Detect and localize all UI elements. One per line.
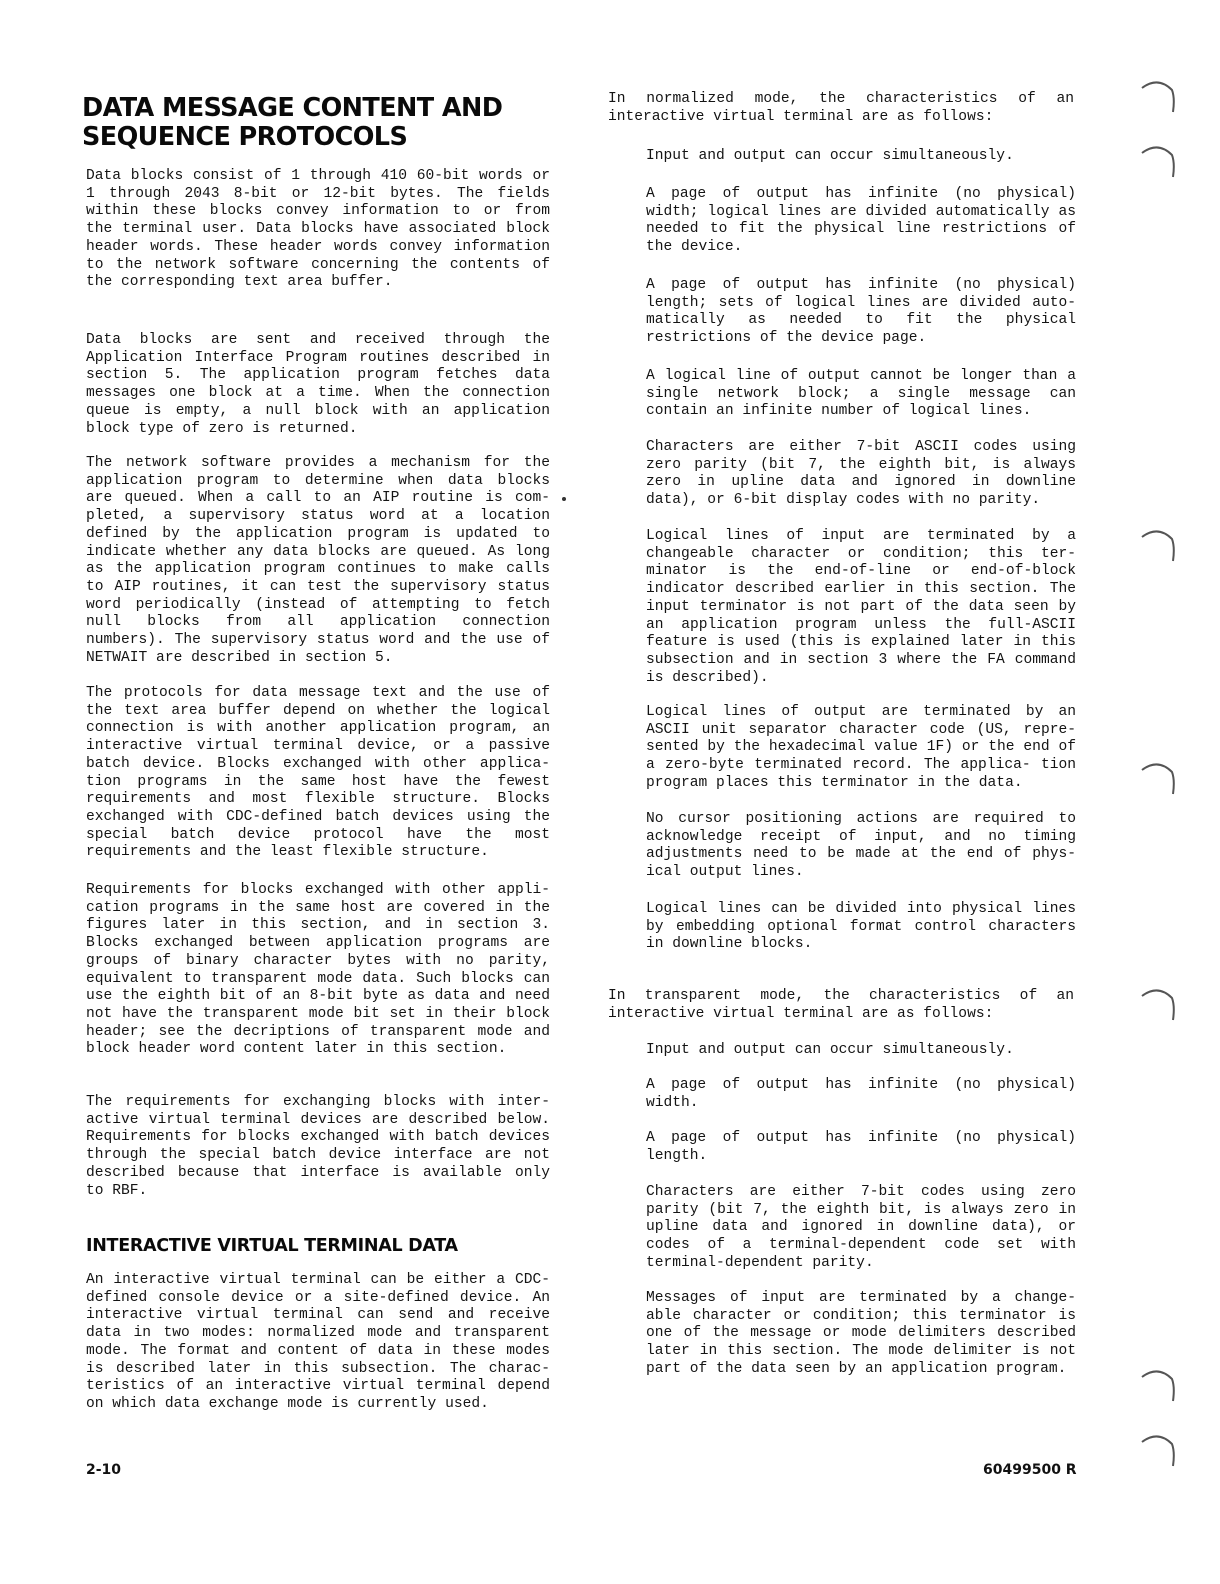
page-title: DATA MESSAGE CONTENT AND SEQUENCE PROTOCOLS [82,93,503,152]
binder-hole-mark-icon [1140,527,1176,567]
transparent-mode-intro: In transparent mode, the characteristics of an interactive virtual terminal are as follows: [608,988,1074,1022]
normalized-item: Logical lines of input are terminated by a changeable character or condition; this ter- minator is the end-of-line or end-of-block indicator described earlier in this section. The input terminator is not part of the data seen by an application program unless the full-ASCII feature is used (this is explained later in this subsection and in section 3 where the FA command is described). [646,528,1076,686]
binder-hole-mark-icon [1140,1367,1176,1407]
paragraph-protocols: The protocols for data message text and the use of the text area buffer depend on whether the logical connection is with another application program, an interactive virtual terminal device, or a passive batch device. Blocks exchanged with other applica- tion programs in the same host have the fewest requirements and most flexible structure. Blocks exchanged with CDC-defined batch devices using the special batch device protocol have the most requirements and the least flexible structure. [86,685,550,861]
paragraph-interactive-terminal-intro: An interactive virtual terminal can be either a CDC-defined console device or a site-defined device. An interactive virtual terminal can send and receive data in two modes: normalized mode and transparent mode. The format and content of data in these modes is described later in this subsection. The charac- teristics of an interactive virtual terminal depend on which data exchange mode is currently used. [86,1272,550,1412]
margin-dot [562,497,566,501]
normalized-item: Input and output can occur simultaneously. [646,148,1014,164]
binder-hole-mark-icon [1140,1432,1176,1472]
normalized-item: A logical line of output cannot be longer than a single network block; a single message can contain an infinite number of logical lines. [646,368,1076,420]
paragraph-data-blocks: Data blocks consist of 1 through 410 60-bit words or 1 through 2043 8-bit or 12-bit bytes. The fields within these blocks convey information to or from the terminal user. Data blocks have associated block header words. These header words convey information to the network software concerning the contents of the corresponding text area buffer. [86,168,550,291]
normalized-item: Logical lines can be divided into physical lines by embedding optional format control characters in downline blocks. [646,901,1076,953]
transparent-item: A page of output has infinite (no physical) length. [646,1130,1076,1164]
binder-hole-mark-icon [1140,986,1176,1026]
transparent-item: Characters are either 7-bit codes using zero parity (bit 7, the eighth bit, is always zero in upline data and ignored in downline data), or codes of a terminal-dependent code set with terminal-dependent parity. [646,1184,1076,1271]
paragraph-application-blocks: Requirements for blocks exchanged with other appli- cation programs in the same host are covered in the figures later in this section, and in section 3. Blocks exchanged between application programs are groups of binary character bytes with no parity, equivalent to transparent mode data. Such blocks can use the eighth bit of an 8-bit byte as data and need not have the transparent mode bit set in their block header; see the decriptions of transparent mode and block header word content later in this section. [86,882,550,1058]
transparent-item: Messages of input are terminated by a change- able character or condition; this terminator is one of the message or mode delimiters described later in this section. The mode delimiter is not part of the data seen by an application program. [646,1290,1076,1377]
normalized-item: A page of output has infinite (no physical) length; sets of logical lines are divided auto- matically as needed to fit the physical restrictions of the device page. [646,277,1076,347]
transparent-item: Input and output can occur simultaneously. [646,1042,1014,1058]
section-heading-interactive-virtual-terminal-data: INTERACTIVE VIRTUAL TERMINAL DATA [86,1236,458,1256]
normalized-item: Characters are either 7-bit ASCII codes using zero parity (bit 7, the eighth bit, is always zero in upline data and ignored in downline data), or 6-bit display codes with no parity. [646,439,1076,509]
paragraph-virtual-terminal-requirements: The requirements for exchanging blocks with inter- active virtual terminal devices are described below. Requirements for blocks exchanged with batch devices through the special batch device interface are not described because that interface is available only to RBF. [86,1094,550,1199]
page-number: 2-10 [86,1462,122,1478]
normalized-item: Logical lines of output are terminated by an ASCII unit separator character code (US, repre- sented by the hexadecimal value 1F) or the end of a zero-byte terminated record. The applica- tion program places this terminator in the data. [646,704,1076,791]
normalized-mode-intro: In normalized mode, the characteristics of an interactive virtual terminal are as follows: [608,91,1074,125]
paragraph-aip-routines: Data blocks are sent and received through the Application Interface Program routines described in section 5. The application program fetches data messages one block at a time. When the connection queue is empty, a null block with an application block type of zero is returned. [86,332,550,437]
binder-hole-mark-icon [1140,143,1176,183]
transparent-item: A page of output has infinite (no physical) width. [646,1077,1076,1111]
binder-hole-mark-icon [1140,760,1176,800]
binder-hole-mark-icon [1140,78,1176,118]
normalized-item: No cursor positioning actions are required to acknowledge receipt of input, and no timing adjustments need to be made at the end of phys- ical output lines. [646,811,1076,881]
document-number: 60499500 R [983,1462,1077,1478]
normalized-item: A page of output has infinite (no physical) width; logical lines are divided automatically as needed to fit the physical line restrictions of the device. [646,186,1076,256]
paragraph-supervisory-status: The network software provides a mechanism for the application program to determine when data blocks are queued. When a call to an AIP routine is com- pleted, a supervisory status word at a location defined by the application program is updated to indicate whether any data blocks are queued. As long as the application program continues to make calls to AIP routines, it can test the supervisory status word periodically (instead of attempting to fetch null blocks from all application connection numbers). The supervisory status word and the use of NETWAIT are described in section 5. [86,455,550,666]
